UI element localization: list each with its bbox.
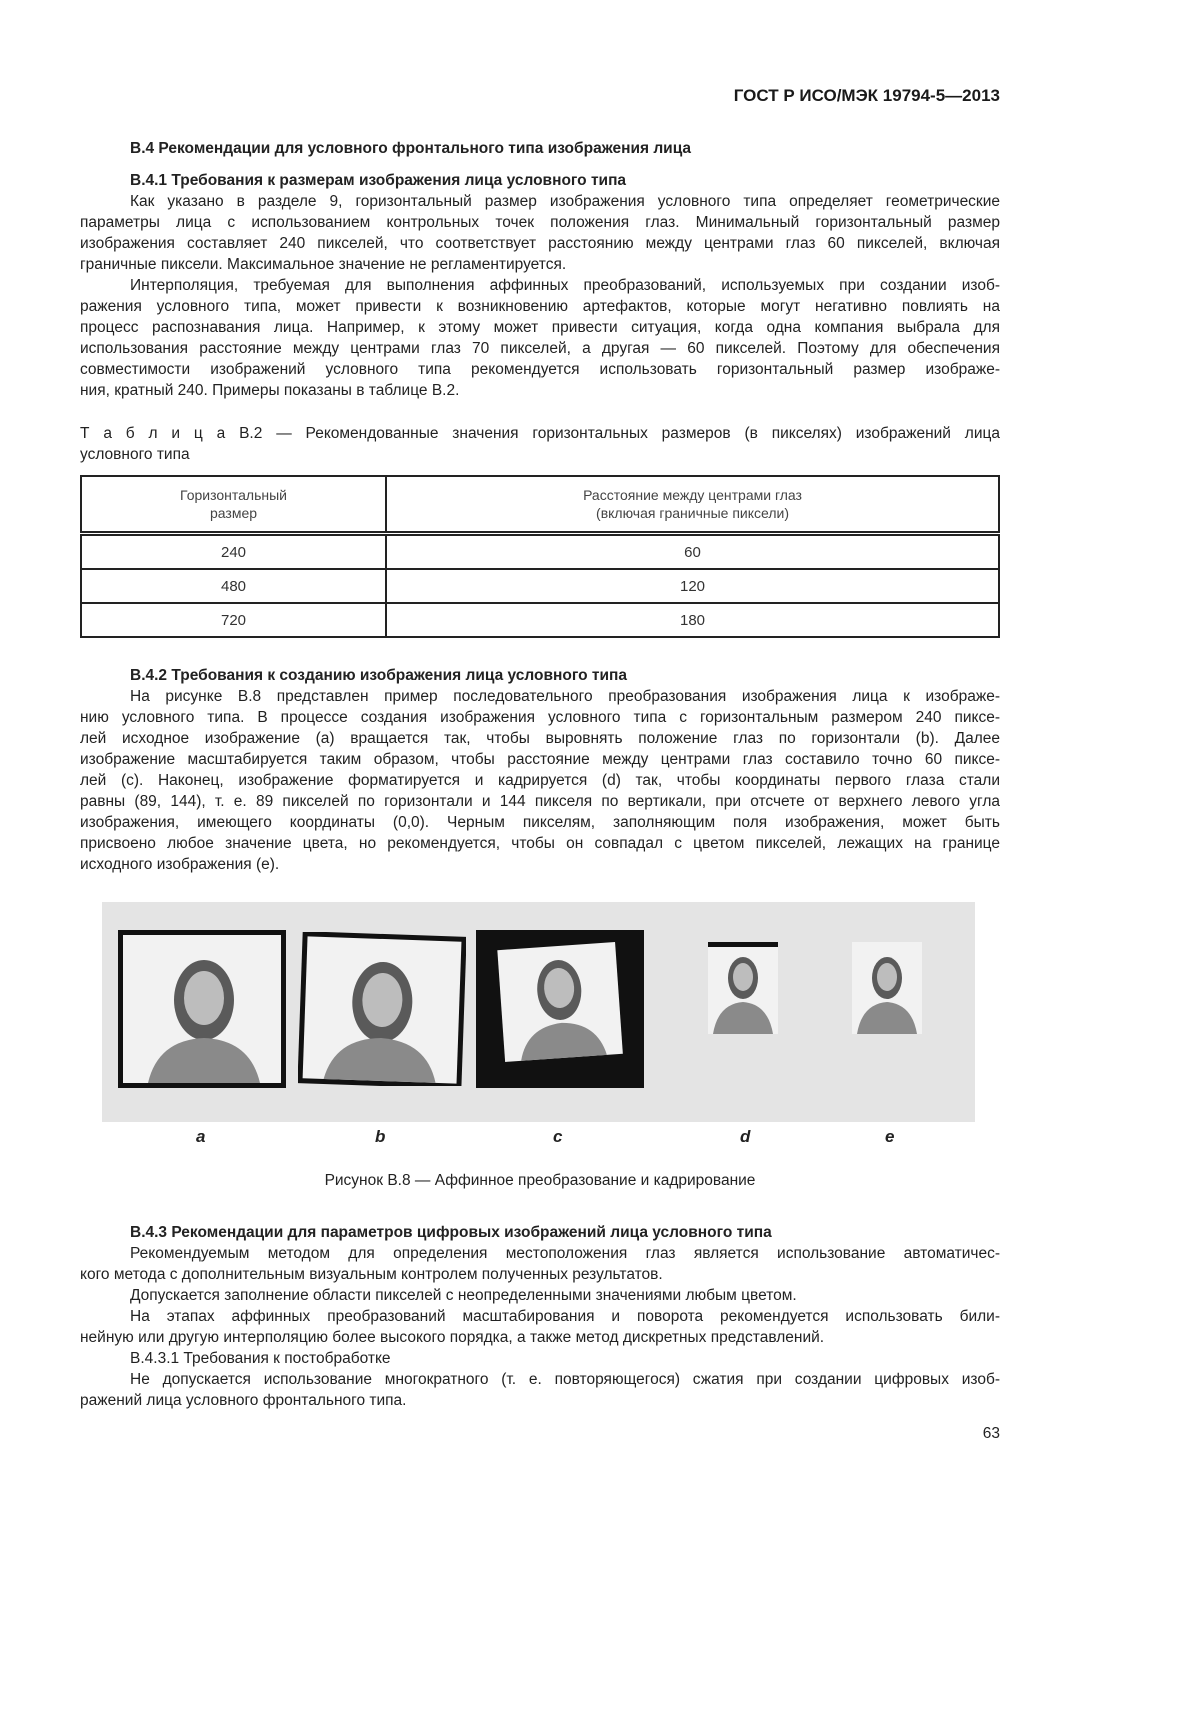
paragraph [80,686,1000,875]
figure-b8 [102,902,975,1122]
text-line: исходного изображения (e). [80,856,280,873]
text-line: Интерполяция, требуемая для выполнения аффинных преобразований, используемых при создании изоб- [130,277,1000,294]
cell: 120 [386,569,999,603]
face-photo-b [298,932,466,1086]
heading-b4: В.4 Рекомендации для условного фронтального типа изображения лица [130,140,692,157]
text-line: нию условного типа. В процессе создания изображения условного типа с горизонтальным размером 240 пиксе- [80,709,1000,726]
face-photo-d [708,942,778,1034]
paragraph [80,1243,1000,1285]
page-number: 63 [982,1425,1000,1442]
face-image [476,930,644,1088]
text-line: изображения составляет 240 пикселей, что соответствует расстоянию между центрами глаз 60 пикселей, включая [80,235,1000,252]
paragraph [80,1285,1000,1306]
text-line: граничные пиксели. Максимальное значение не регламентируется. [80,256,567,273]
text-line: процесс распознавания лица. Например, к этому может привести ситуация, когда одна компания выбрала для [80,319,1000,336]
face-photo-e [852,942,922,1034]
table-caption [80,423,1000,465]
subheading-b431 [80,1348,1000,1369]
text-line: Как указано в разделе 9, горизонтальный размер изображения условного типа определяет геометрические [130,193,1000,210]
paragraph [80,191,1000,275]
heading-b43: В.4.3 Рекомендации для параметров цифровых изображений лица условного типа [130,1224,772,1241]
text-line: изображения, имеющего координаты (0,0). Черным пикселям, заполняющим поля изображения, может быть [80,814,1000,831]
text-line: ражения условного типа, может привести к возникновению артефактов, которые могут негативно повлиять на [80,298,1000,315]
header-eye-distance: Расстояние между центрами глаз (включая граничные пиксели) [386,476,999,534]
figure-label-c: c [553,1127,563,1146]
document-id: ГОСТ Р ИСО/МЭК 19794-5—2013 [733,86,1000,105]
table-header-row [81,476,999,534]
text-line: ния, кратный 240. Примеры показаны в таблице В.2. [80,382,460,399]
text-line: Допускается заполнение области пикселей с неопределенными значениями любым цветом. [130,1287,797,1304]
table-row [81,603,999,637]
face-image [118,930,286,1088]
text-line: Не допускается использование многократного (т. е. повторяющегося) сжатия при создании цифровых изоб- [130,1371,1000,1388]
section-b42 [80,665,1000,875]
figure-label-a: a [196,1127,206,1146]
header-horizontal-size: Горизонтальный размер [81,476,386,534]
text-line: лей исходное изображение (a) вращается так, чтобы выровнять положение глаз по горизонтали (b). Далее [80,730,1000,747]
text-line: На этапах аффинных преобразований масштабирования и поворота рекомендуется использовать били- [130,1308,1000,1325]
text-line: присвоено любое значение цвета, но рекомендуется, чтобы он совпадал с цветом пикселей, лежащих на границе [80,835,1000,852]
table-row [81,534,999,570]
table-row [81,569,999,603]
text-line: совместимости изображений условного типа рекомендуется использовать горизонтальный размер изображе- [80,361,1000,378]
section-b4 [80,138,1000,159]
heading-b41: В.4.1 Требования к размерам изображения лица условного типа [130,172,627,189]
figure-label-b: b [375,1127,386,1146]
text-line: условного типа [80,446,190,463]
cell: 480 [81,569,386,603]
paragraph [80,1369,1000,1411]
cell: 720 [81,603,386,637]
cell: 60 [386,534,999,570]
text-line: ражений лица условного фронтального типа. [80,1392,407,1409]
face-image [298,932,466,1086]
section-b43 [80,1222,1000,1411]
face-photo-a [118,930,286,1088]
figure-label-d: d [740,1127,751,1146]
text-line: На рисунке В.8 представлен пример последовательного преобразования изображения лица к изображе- [130,688,1000,705]
text-line: равны (89, 144), т. е. 89 пикселей по горизонтали и 144 пикселя по вертикали, при отсчете от верхнего левого угла [80,793,1000,810]
text-line: Т а б л и ц а В.2 — Рекомендованные значения горизонтальных размеров (в пикселях) изображений лица [80,425,1000,442]
text-line: нейную или другую интерполяцию более высокого порядка, а также метод дискретных представлений. [80,1329,825,1346]
cell: 180 [386,603,999,637]
face-image [852,942,922,1034]
text-line: использования расстояние между центрами глаз 70 пикселей, а другая — 60 пикселей. Поэтому для обеспечения [80,340,1000,357]
text-line: изображение масштабируется таким образом, чтобы расстояние между центрами глаз составило точно 60 пиксе- [80,751,1000,768]
paragraph [80,275,1000,401]
figure-label-e: e [885,1127,895,1146]
text-line: Рекомендуемым методом для определения местоположения глаз является использование автоматичес- [130,1245,1000,1262]
cell: 240 [81,534,386,570]
text-line: лей (c). Наконец, изображение форматируется и кадрируется (d) так, чтобы координаты первого глаза стали [80,772,1000,789]
text-line: В.4.3.1 Требования к постобработке [130,1350,391,1367]
data-table [80,475,1000,638]
face-image [708,942,778,1034]
figure-caption: Рисунок В.8 — Аффинное преобразование и кадрирование [324,1172,756,1189]
text-line: кого метода с дополнительным визуальным контролем полученных результатов. [80,1266,663,1283]
section-b41 [80,170,1000,401]
paragraph [80,1306,1000,1348]
face-photo-c [476,930,644,1088]
heading-b42: В.4.2 Требования к созданию изображения лица условного типа [130,667,627,684]
text-line: параметры лица с использованием контрольных точек положения глаз. Минимальный горизонтальный размер [80,214,1000,231]
